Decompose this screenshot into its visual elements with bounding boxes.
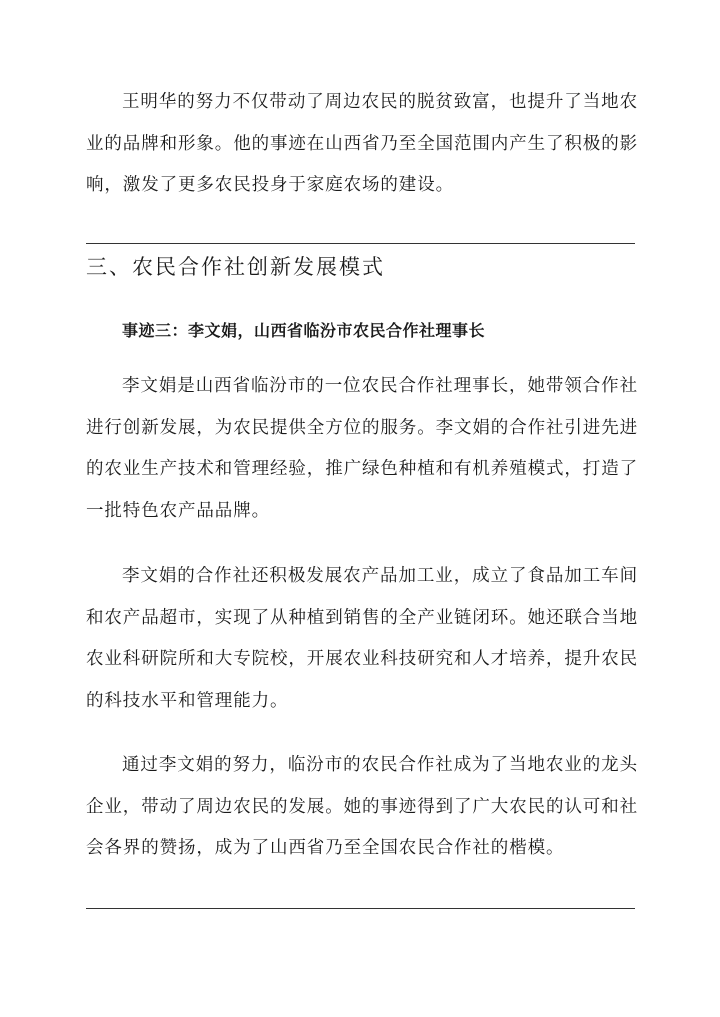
paragraph-li-wenjuan-intro: 李文娟是山西省临汾市的一位农民合作社理事长，她带领合作社进行创新发展，为农民提供全方位的服务。李文娟的合作社引进先进的农业生产技术和管理经验，推广绿色种植和有机养殖模式，打造了一批特色农产品品牌。: [86, 376, 638, 521]
section-divider-bottom: [86, 908, 635, 909]
paragraph-wang-minghua-impact: 王明华的努力不仅带动了周边农民的脱贫致富，也提升了当地农业的品牌和形象。他的事迹在山西省乃至全国范围内产生了积极的影响，激发了更多农民投身于家庭农场的建设。: [86, 92, 638, 195]
paragraph-li-wenjuan-processing: 李文娟的合作社还积极发展农产品加工业，成立了食品加工车间和农产品超市，实现了从种植到销售的全产业链闭环。她还联合当地农业科研院所和大专院校，开展农业科技研究和人才培养，提升农民的科技水平和管理能力。: [86, 566, 638, 711]
case-title: 事迹三：李文娟，山西省临汾市农民合作社理事长: [122, 321, 486, 340]
section-divider-top: [86, 243, 635, 244]
section-heading: 三、农民合作社创新发展模式: [86, 255, 385, 279]
paragraph-li-wenjuan-achievement: 通过李文娟的努力，临汾市的农民合作社成为了当地农业的龙头企业，带动了周边农民的发展。她的事迹得到了广大农民的认可和社会各界的赞扬，成为了山西省乃至全国农民合作社的楷模。: [86, 755, 638, 858]
